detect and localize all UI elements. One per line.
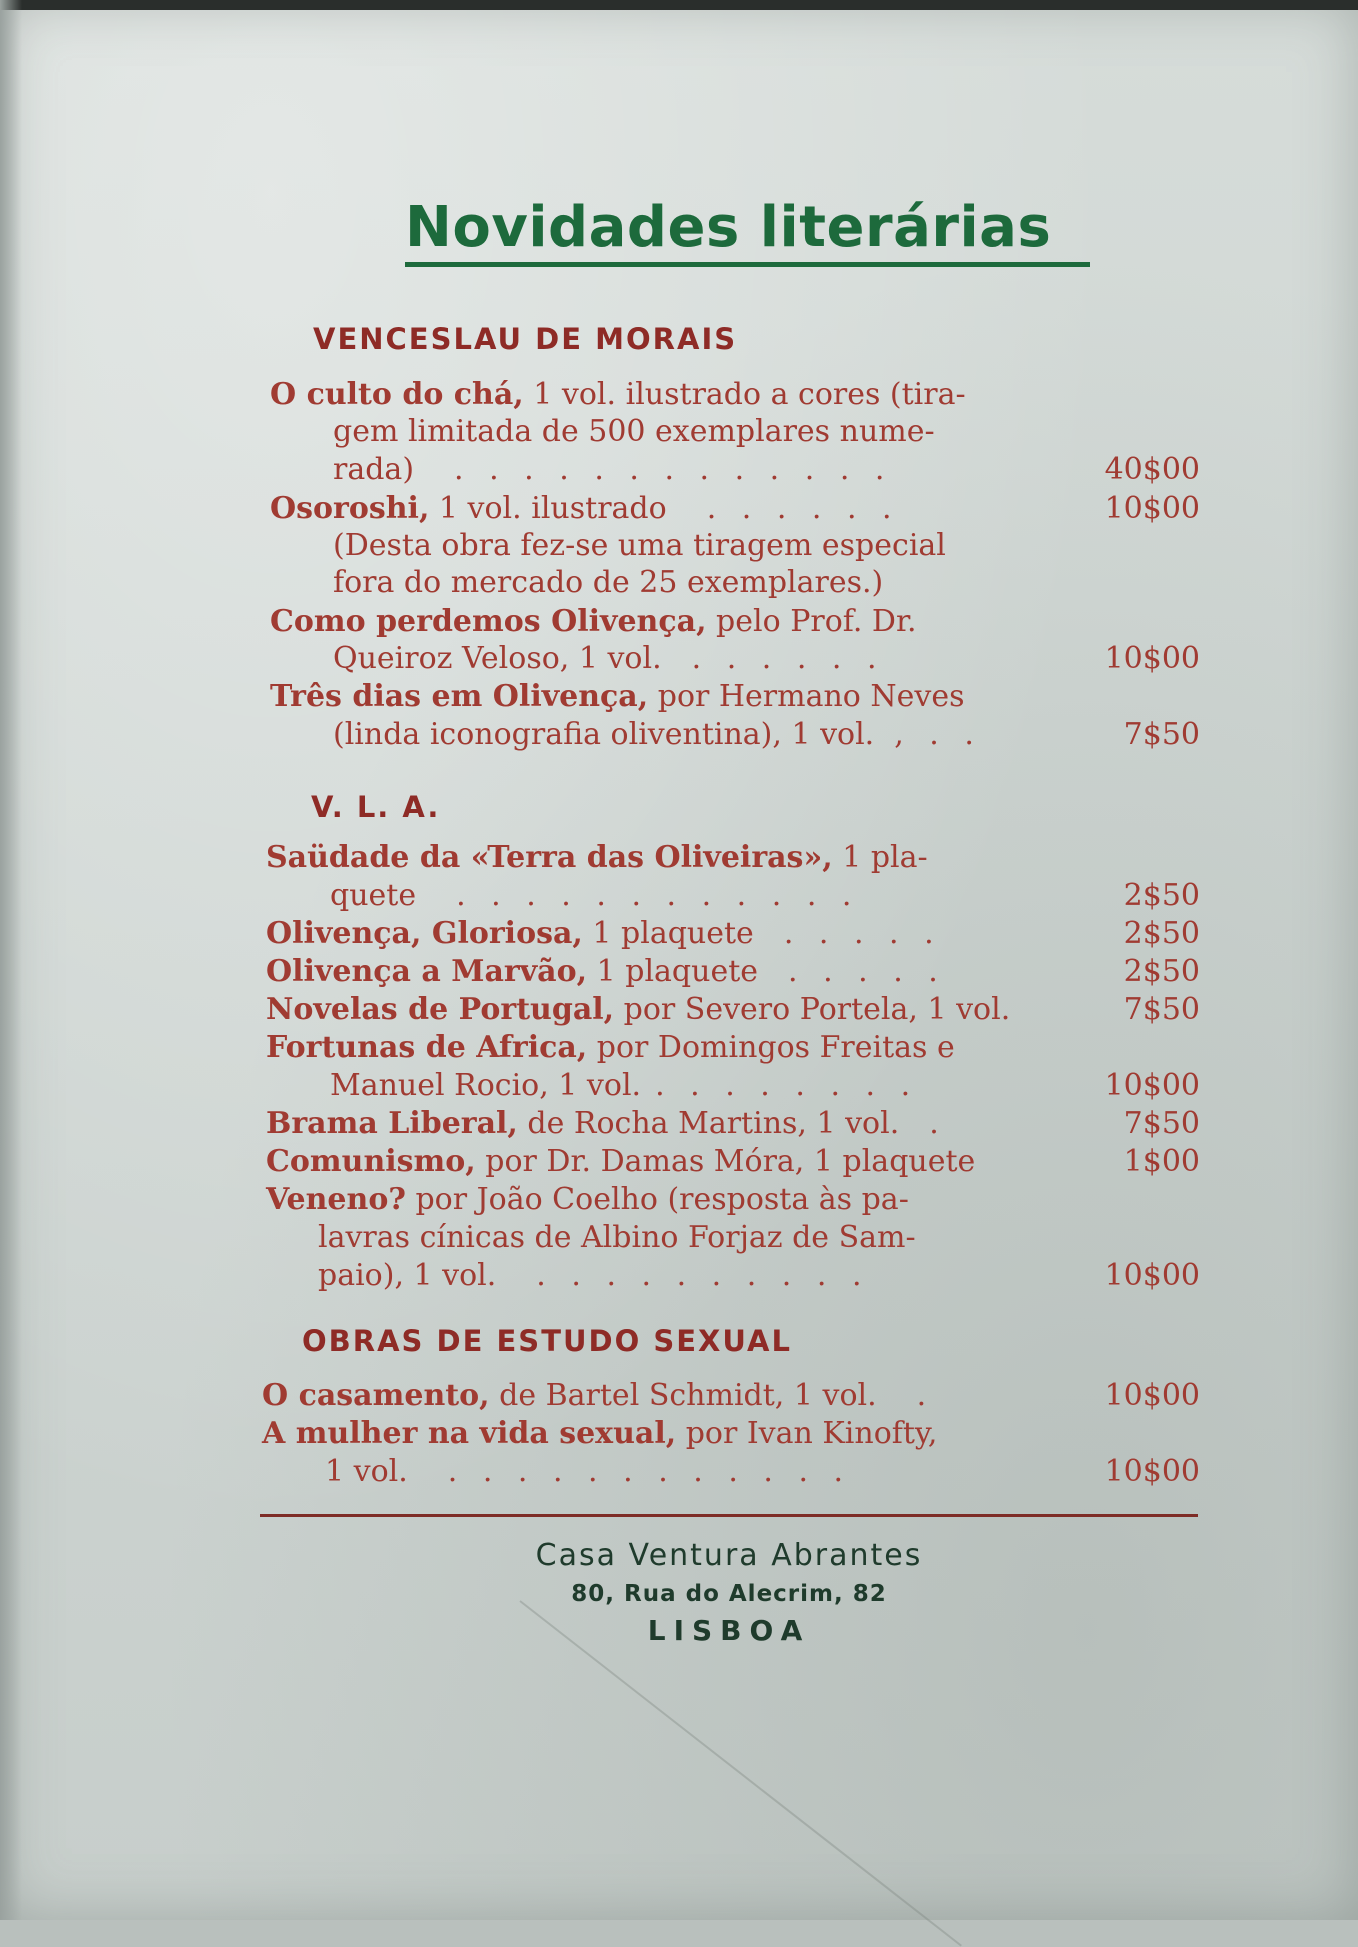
entry-title: Brama Liberal, <box>266 1106 518 1141</box>
entry-line <box>333 452 892 487</box>
entry-text: 1 plaquete <box>587 954 759 989</box>
entry-line: lavras cínicas de Albino Forjaz de Sam- <box>318 1220 916 1255</box>
leader-dots: . . . . . . <box>706 491 900 526</box>
entry-text: pelo Prof. Dr. <box>706 604 917 639</box>
entry-text: por Dr. Damas Móra, 1 plaquete <box>475 1144 976 1179</box>
entry-text: (linda iconografia oliventina), 1 vol. <box>333 717 875 752</box>
entry-line <box>262 1416 937 1451</box>
entry-title: Como perdemos Olivença, <box>270 604 707 639</box>
leader-dots: . . . . . . . . . . . . . <box>454 452 893 487</box>
leader-dots: . <box>916 1378 935 1413</box>
entry-text: por Ivan Kinofty, <box>676 1416 938 1451</box>
entry-line <box>330 878 859 913</box>
price: 2$50 <box>1123 954 1200 989</box>
entry-text: 1 plaquete <box>582 916 754 951</box>
entry-title: Olivença, Gloriosa, <box>266 916 583 951</box>
entry-line <box>270 377 966 412</box>
price: 10$00 <box>1104 1378 1200 1413</box>
entry-title: Veneno? <box>266 1182 406 1217</box>
section-heading-estudo-sexual: OBRAS DE ESTUDO SEXUAL <box>302 1324 792 1358</box>
publisher-name: Casa Ventura Abrantes <box>535 1538 923 1573</box>
entry-line <box>330 1068 918 1103</box>
publisher-city: LISBOA <box>647 1614 811 1647</box>
entry-line <box>266 1030 955 1065</box>
leader-dots: . . . . . . . . . . . . <box>456 878 860 913</box>
publisher-address: 80, Rua do Alecrim, 82 <box>571 1581 887 1607</box>
page-top-edge <box>0 0 1358 10</box>
entry-line <box>325 1454 851 1489</box>
leader-dots: . . . . . . <box>691 641 885 676</box>
entry-line <box>266 1182 909 1217</box>
price: 10$00 <box>1104 1258 1200 1293</box>
entry-text: por João Coelho (resposta às pa- <box>405 1182 909 1217</box>
section-heading-venceslau: VENCESLAU DE MORAIS <box>313 322 738 356</box>
entry-text: 1 pla- <box>832 840 928 875</box>
title-underline <box>405 262 1090 267</box>
entry-title: O casamento, <box>262 1378 490 1413</box>
entry-line: fora do mercado de 25 exemplares.) <box>333 565 884 600</box>
entry-line <box>266 954 946 989</box>
price: 40$00 <box>1104 452 1200 487</box>
price: 2$50 <box>1123 916 1200 951</box>
entry-title: A mulher na vida sexual, <box>262 1416 677 1451</box>
leader-dots: . <box>929 1106 947 1141</box>
footer-rule <box>260 1514 1198 1517</box>
entry-text: paio), 1 vol. <box>318 1258 497 1293</box>
leader-dots: . . . . . . . . . . . . <box>447 1454 852 1489</box>
entry-line <box>270 491 900 526</box>
entry-text: de Bartel Schmidt, 1 vol. <box>489 1378 877 1413</box>
entry-title: Comunismo, <box>266 1144 476 1179</box>
entry-line <box>270 679 965 714</box>
entry-text: por Hermano Neves <box>648 679 965 714</box>
leader-dots: . . . . . <box>788 954 946 989</box>
price: 2$50 <box>1123 878 1200 913</box>
entry-text: 1 vol. ilustrado <box>429 491 667 526</box>
price: 1$00 <box>1123 1144 1200 1179</box>
entry-line <box>333 717 982 752</box>
entry-title: Olivença a Marvão, <box>266 954 588 989</box>
entry-title: Fortunas de Africa, <box>266 1030 588 1065</box>
entry-text: por Severo Portela, 1 vol. <box>614 992 1011 1027</box>
entry-line: gem limitada de 500 exemplares nume- <box>333 414 935 449</box>
price: 10$00 <box>1104 1068 1200 1103</box>
entry-title: Saüdade da «Terra das Oliveiras», <box>266 840 833 875</box>
entry-title: Três dias em Olivença, <box>270 679 649 714</box>
page-left-edge <box>0 0 22 1920</box>
entry-text: Queiroz Veloso, 1 vol. <box>333 641 662 676</box>
entry-text: 1 vol. ilustrado a cores (tira- <box>523 377 966 412</box>
price: 10$00 <box>1104 641 1200 676</box>
entry-title: Novelas de Portugal, <box>266 992 615 1027</box>
entry-text: rada) <box>333 452 415 487</box>
entry-text: de Rocha Martins, 1 vol. <box>517 1106 900 1141</box>
entry-line <box>266 916 942 951</box>
entry-line <box>318 1258 869 1293</box>
entry-text: quete <box>330 878 417 913</box>
entry-line <box>262 1378 934 1413</box>
price: 10$00 <box>1104 1454 1200 1489</box>
entry-text: Manuel Rocio, 1 vol. <box>330 1068 642 1103</box>
entry-line <box>333 641 885 676</box>
paper-crease <box>519 1600 962 1946</box>
price: 7$50 <box>1123 992 1200 1027</box>
leader-dots: . . . . . . . . . . <box>536 1258 870 1293</box>
entry-line <box>266 840 928 875</box>
entry-text: 1 vol. <box>325 1454 408 1489</box>
price: 7$50 <box>1123 1106 1200 1141</box>
leader-dots: . . . . . . . . <box>655 1068 919 1103</box>
entry-line <box>266 1144 975 1179</box>
price: 7$50 <box>1123 717 1200 752</box>
entry-text: por Domingos Freitas e <box>587 1030 955 1065</box>
section-heading-vla: V. L. A. <box>311 790 441 824</box>
entry-line <box>270 604 917 639</box>
entry-line: (Desta obra fez-se uma tiragem especial <box>333 528 946 563</box>
leader-dots: . . . . . <box>783 916 942 951</box>
leader-dots: , . . <box>894 717 982 752</box>
entry-line <box>266 992 1010 1027</box>
price: 10$00 <box>1104 491 1200 526</box>
page-title: Novidades literárias <box>405 195 1052 260</box>
entry-title: Osoroshi, <box>270 491 430 526</box>
entry-line <box>266 1106 947 1141</box>
entry-title: O culto do chá, <box>270 377 524 412</box>
